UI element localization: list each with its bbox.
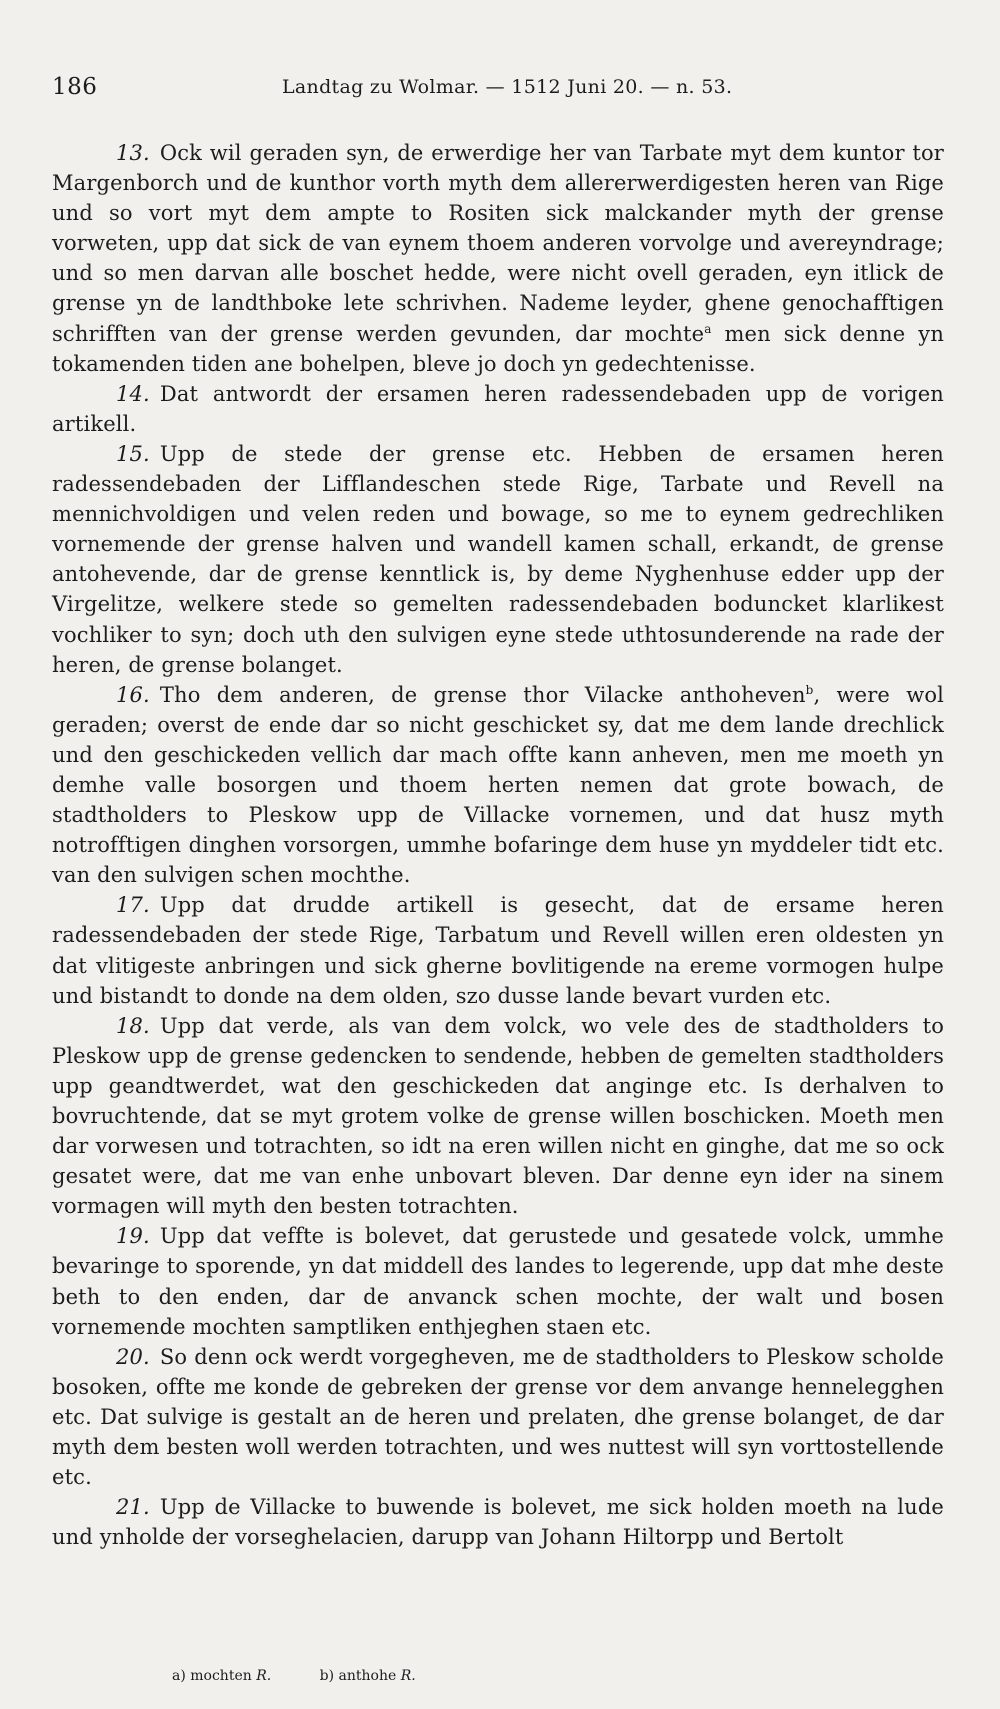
footnote-siglum: R. — [256, 1668, 272, 1684]
document-body — [52, 138, 944, 1552]
paragraph-number: 18. — [116, 1013, 150, 1038]
paragraph-text: Upp dat verde, als van dem volck, wo vele des de stadtholders to Pleskow upp de grense gedencken to sendende, hebben de gemelten stadtholders upp geandtwerdet, wat den geschickeden dat anginge etc. Is derhalven to bovruchtende, dat se myt grotem volke de grense willen boschicken. Moeth men dar vorwesen und totrachten, so idt na eren willen nicht en ginghe, dat me so ock gesatet were, dat me van enhe unbovart bleven. Dar denne eyn ider na sinem vormagen will myth den besten totrachten. — [52, 1013, 944, 1219]
footnote-b — [320, 1668, 416, 1684]
paragraph-text: Upp de stede der grense etc. Hebben de ersamen heren radessendebaden der Lifflandeschen stede Rige, Tarbate und Revell na mennichvoldigen und velen reden und bowage, so me to eynem gedrechliken vornemende der grense halven und wandell kamen schall, erkandt, de grense antohevende, dar de grense kenntlick is, by deme Nyghenhuse edder upp der Virgelitze, welkere stede so gemelten radessendebaden boduncket klarlikest vochliker to syn; doch uth den sulvigen eyne stede uthtosunderende na rade der heren, de grense bolanget. — [52, 441, 944, 677]
running-head: Landtag zu Wolmar. — 1512 Juni 20. — n. 53. — [282, 76, 733, 98]
paragraph-18 — [52, 1011, 944, 1222]
paragraph-text: Dat antwordt der ersamen heren radessendebaden upp de vorigen artikell. — [52, 381, 944, 436]
footnote-text: a) mochten — [172, 1668, 252, 1684]
paragraph-text: Upp de Villacke to buwende is bolevet, me sick holden moeth na lude und ynholde der vorseghelacien, darupp van Johann Hiltorpp und Bertolt — [52, 1495, 944, 1550]
paragraph-number: 21. — [116, 1495, 150, 1520]
paragraph-number: 16. — [116, 682, 150, 707]
footnote-a — [172, 1668, 271, 1684]
paragraph-16 — [52, 680, 944, 891]
page-number: 186 — [52, 74, 98, 100]
paragraph-number: 19. — [116, 1224, 150, 1249]
paragraph-15 — [52, 439, 944, 680]
paragraph-text: Tho dem anderen, de grense thor Vilacke anthoheven — [159, 682, 806, 707]
paragraph-text: Upp dat drudde artikell is gesecht, dat de ersame heren radessendebaden der stede Rige, Tarbatum und Revell willen eren oldesten yn dat vlitigeste anbringen und sick gherne bovlitigende na ereme vormogen hulpe und bistandt to donde na dem olden, szo dusse lande bevart vurden etc. — [52, 893, 944, 1008]
paragraph-text-continued: , were wol geraden; overst de ende dar so nicht geschicket sy, dat me dem lande drechlick und den geschickeden vellich dar mach offte kann anheven, men me moeth yn demhe valle bosorgen und thoem herten nemen dat grote bowach, de stadtholders to Pleskow upp de Villacke vornemen, und dat husz myth notrofftigen dinghen vorsorgen, ummhe bofaringe dem huse yn myddeler tidt etc. van den sulvigen schen mochthe. — [52, 682, 944, 888]
paragraph-17 — [52, 890, 944, 1010]
paragraph-text: Ock wil geraden syn, de erwerdige her van Tarbate myt dem kuntor tor Margenborch und de kunthor vorth myth dem allererwerdigesten heren van Rige und so vort myt dem ampte to Rositen sick malckander myth der grense vorweten, upp dat sick de van eynem thoem anderen vorvolge und avereyndrage; und so men darvan alle boschet hedde, were nicht ovell geraden, eyn itlick de grense yn de landthboke lete schrivhen. Nademe leyder, ghene genochafftigen schrifften van der grense werden gevunden, dar mochte — [52, 141, 944, 346]
paragraph-number: 14. — [116, 381, 150, 406]
paragraph-14 — [52, 379, 944, 439]
footnote-marker: a — [704, 321, 712, 336]
paragraph-number: 15. — [116, 441, 150, 466]
paragraph-number: 13. — [116, 141, 150, 165]
paragraph-number: 17. — [116, 893, 150, 918]
footnote-text: b) anthohe — [319, 1668, 397, 1684]
paragraph-20 — [52, 1342, 944, 1492]
footnote-marker: b — [805, 682, 814, 697]
paragraph-number: 20. — [116, 1344, 150, 1369]
paragraph-text: Upp dat veffte is bolevet, dat gerustede und gesatede volck, ummhe bevaringe to sporende, yn dat middell des landes to legerende, upp dat mhe deste beth to den enden, dar de anvanck schen mochte, der walt und bosen vornemende mochten samptliken enthjeghen staen etc. — [52, 1224, 944, 1339]
footnotes — [172, 1668, 772, 1684]
paragraph-text: So denn ock werdt vorgegheven, me de stadtholders to Pleskow scholde bosoken, offte me konde de gebreken der grense vor dem anvange hennelegghen etc. Dat sulvige is gestalt an de heren und prelaten, dhe grense bolanget, de dar myth dem besten woll werden totrachten, und wes nuttest will syn vorttostellende etc. — [52, 1344, 944, 1490]
paragraph-text-continued: men sick denne yn tokamenden tiden ane bohelpen, bleve jo doch yn gedechtenisse. — [52, 321, 944, 376]
paragraph-21 — [52, 1492, 944, 1552]
paragraph-13 — [52, 138, 944, 379]
footnote-siglum: R. — [400, 1668, 416, 1684]
paragraph-19 — [52, 1221, 944, 1341]
page-header — [52, 74, 952, 108]
